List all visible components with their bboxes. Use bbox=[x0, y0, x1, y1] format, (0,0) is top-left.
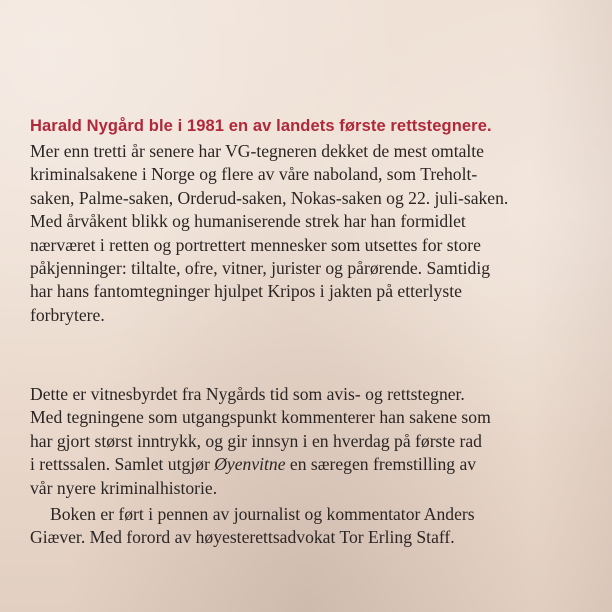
text-line: påkjenninger: tiltalte, ofre, vitner, jurister og pårørende. Samtidig bbox=[30, 258, 491, 279]
text-line: Mer enn tretti år senere har VG-tegneren dekket de mest omtalte bbox=[30, 141, 484, 161]
text-line: Giæver. Med forord av høyesterettsadvokat Tor Erling Staff. bbox=[30, 527, 455, 548]
cover-headline: Harald Nygård ble i 1981 en av landets første rettstegnere. bbox=[30, 117, 492, 135]
text-line: Med tegningene som utgangspunkt kommenterer han sakene som bbox=[30, 407, 491, 428]
paragraph-testimony bbox=[30, 383, 610, 500]
text-line: har hans fantomtegninger hjulpet Kripos i jakten på etterlyste bbox=[30, 281, 462, 302]
text-line: nærværet i retten og portrettert mennesker som utsettes for store bbox=[30, 234, 481, 255]
paragraph-credits bbox=[30, 503, 610, 550]
paragraph-intro bbox=[30, 140, 610, 327]
text-line: har gjort størst inntrykk, og gir innsyn i en hverdag på første rad bbox=[30, 430, 482, 451]
text-line: vår nyere kriminalhistorie. bbox=[30, 477, 218, 498]
text-segment: en særegen fremstilling av bbox=[285, 454, 477, 475]
text-line: forbrytere. bbox=[30, 304, 105, 325]
text-line bbox=[30, 453, 610, 476]
text-segment: i rettssalen. Samlet utgjør bbox=[30, 454, 210, 475]
book-title-italic: Øyenvitne bbox=[214, 454, 286, 475]
text-line: Med årvåkent blikk og humaniserende strek har han formidlet bbox=[30, 211, 466, 232]
text-line: saken, Palme-saken, Orderud-saken, Nokas-saken og 22. juli-saken. bbox=[30, 187, 509, 208]
text-line: Dette er vitnesbyrdet fra Nygårds tid som avis- og rettstegner. bbox=[30, 384, 465, 404]
text-line: Boken er ført i pennen av journalist og kommentator Anders bbox=[50, 504, 475, 524]
text-line: kriminalsakene i Norge og flere av våre naboland, som Treholt- bbox=[30, 164, 478, 185]
